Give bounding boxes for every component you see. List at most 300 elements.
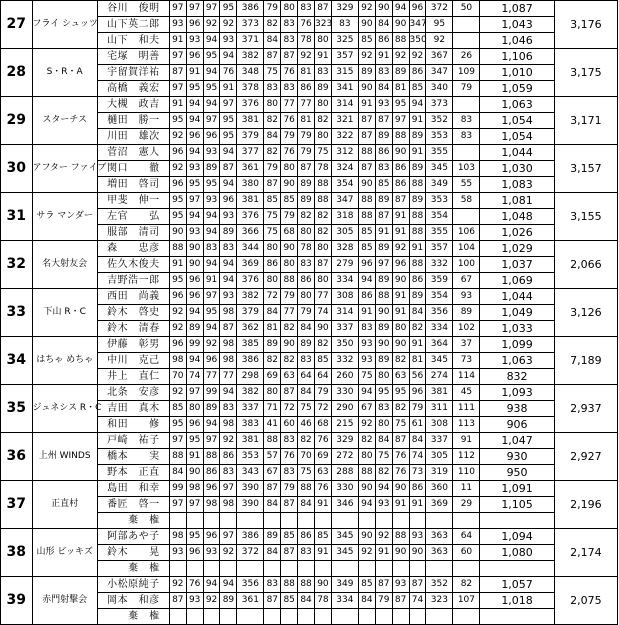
score-cell: 97 — [220, 97, 237, 113]
score-cell: 76 — [220, 65, 237, 81]
shooter-total: 1,083 — [480, 177, 554, 193]
score-cell: 83 — [264, 81, 281, 97]
score-cell: 75 — [315, 145, 332, 161]
shooter-name: 棄 権 — [97, 609, 169, 625]
team-name: 山形 ビッキズ — [32, 529, 97, 577]
score-cell: 353 — [426, 129, 453, 145]
score-cell — [169, 513, 186, 529]
shooter-name: 橋本 実 — [97, 449, 169, 465]
score-cell: 90 — [375, 1, 392, 17]
score-cell: 86 — [375, 145, 392, 161]
score-cell: 73 — [453, 353, 480, 369]
team-total: 3,171 — [554, 97, 617, 145]
team-name: 名大射友会 — [32, 241, 97, 289]
score-cell: 92 — [203, 17, 220, 33]
score-cell: 112 — [453, 449, 480, 465]
score-cell: 64 — [298, 369, 315, 385]
score-cell: 96 — [220, 193, 237, 209]
score-cell — [453, 513, 480, 529]
score-cell: 68 — [281, 225, 298, 241]
score-cell: 314 — [331, 97, 358, 113]
score-cell: 82 — [315, 209, 332, 225]
team-total: 7,189 — [554, 337, 617, 385]
score-cell: 93 — [375, 97, 392, 113]
score-cell: 354 — [426, 289, 453, 305]
score-cell: 98 — [220, 337, 237, 353]
team-total: 3,155 — [554, 193, 617, 241]
team-total: 2,927 — [554, 433, 617, 481]
score-cell: 85 — [358, 241, 375, 257]
score-cell: 348 — [237, 65, 264, 81]
score-cell: 334 — [331, 593, 358, 609]
score-cell: 305 — [426, 449, 453, 465]
score-cell: 355 — [426, 225, 453, 241]
score-cell: 63 — [315, 465, 332, 481]
score-cell: 334 — [426, 321, 453, 337]
score-cell: 91 — [392, 497, 409, 513]
score-cell: 80 — [264, 273, 281, 289]
score-cell: 98 — [203, 497, 220, 513]
score-cell: 104 — [453, 241, 480, 257]
score-cell: 82 — [315, 225, 332, 241]
shooter-name: 井上 直仁 — [97, 369, 169, 385]
score-cell: 96 — [392, 257, 409, 273]
score-cell: 337 — [237, 401, 264, 417]
team-rank: 28 — [1, 49, 33, 97]
score-cell: 92 — [203, 593, 220, 609]
score-cell: 347 — [409, 17, 426, 33]
score-cell: 84 — [375, 433, 392, 449]
score-cell: 95 — [203, 81, 220, 97]
score-cell: 87 — [220, 161, 237, 177]
score-cell: 84 — [375, 17, 392, 33]
shooter-name: 甲斐 伸一 — [97, 193, 169, 209]
score-cell: 349 — [331, 577, 358, 593]
score-cell: 85 — [358, 225, 375, 241]
score-cell: 79 — [298, 305, 315, 321]
score-cell: 94 — [186, 209, 203, 225]
score-cell: 98 — [220, 497, 237, 513]
score-cell: 81 — [264, 321, 281, 337]
score-cell: 90 — [358, 81, 375, 97]
score-cell: 96 — [186, 417, 203, 433]
score-cell: 92 — [169, 161, 186, 177]
score-cell: 94 — [358, 497, 375, 513]
score-cell — [315, 513, 332, 529]
score-cell: 70 — [169, 369, 186, 385]
score-cell: 341 — [331, 81, 358, 97]
score-cell — [392, 561, 409, 577]
shooter-name: 高橋 義宏 — [97, 81, 169, 97]
score-cell: 93 — [409, 529, 426, 545]
score-cell: 94 — [220, 145, 237, 161]
score-cell: 345 — [426, 161, 453, 177]
score-cell: 318 — [331, 209, 358, 225]
shooter-name: 樋田 勝一 — [97, 113, 169, 129]
shooter-total: 938 — [480, 401, 554, 417]
score-cell: 82 — [409, 321, 426, 337]
score-cell: 94 — [203, 225, 220, 241]
score-cell: 37 — [453, 337, 480, 353]
score-cell: 83 — [331, 17, 358, 33]
score-cell — [453, 17, 480, 33]
score-cell: 322 — [331, 129, 358, 145]
score-cell: 352 — [426, 577, 453, 593]
score-cell: 86 — [409, 65, 426, 81]
score-cell — [203, 561, 220, 577]
score-cell: 98 — [220, 305, 237, 321]
score-cell: 305 — [331, 225, 358, 241]
score-cell: 93 — [220, 209, 237, 225]
score-cell: 390 — [237, 497, 264, 513]
score-cell: 361 — [237, 593, 264, 609]
score-cell: 55 — [453, 177, 480, 193]
score-cell: 91 — [358, 305, 375, 321]
score-cell: 72 — [315, 401, 332, 417]
score-cell: 87 — [392, 433, 409, 449]
score-cell: 80 — [358, 449, 375, 465]
shooter-name: 宇留賀洋祐 — [97, 65, 169, 81]
score-cell: 343 — [237, 465, 264, 481]
score-cell: 90 — [392, 337, 409, 353]
score-cell: 114 — [453, 369, 480, 385]
shooter-name: 岡本 和彦 — [97, 593, 169, 609]
score-cell: 92 — [169, 577, 186, 593]
table-row — [1, 49, 618, 65]
score-cell: 84 — [409, 305, 426, 321]
score-cell: 68 — [315, 417, 332, 433]
score-cell: 94 — [186, 113, 203, 129]
score-cell: 91 — [169, 97, 186, 113]
score-cell: 83 — [220, 465, 237, 481]
score-cell — [220, 561, 237, 577]
score-cell: 92 — [203, 337, 220, 353]
shooter-total: 1,029 — [480, 241, 554, 257]
score-cell: 90 — [358, 529, 375, 545]
score-cell: 83 — [298, 1, 315, 17]
score-cell: 97 — [375, 257, 392, 273]
score-cell: 87 — [220, 321, 237, 337]
score-cell: 99 — [203, 385, 220, 401]
score-cell: 94 — [375, 481, 392, 497]
score-cell: 84 — [298, 321, 315, 337]
score-cell: 29 — [453, 497, 480, 513]
score-cell: 75 — [298, 465, 315, 481]
score-cell: 87 — [409, 577, 426, 593]
shooter-total: 1,010 — [480, 65, 554, 81]
shooter-name: 左官 弘 — [97, 209, 169, 225]
score-cell: 96 — [186, 129, 203, 145]
score-cell: 56 — [409, 369, 426, 385]
shooter-total — [480, 609, 554, 625]
shooter-total: 1,044 — [480, 289, 554, 305]
score-cell: 82 — [392, 353, 409, 369]
score-cell: 90 — [315, 577, 332, 593]
score-cell: 80 — [375, 417, 392, 433]
score-cell: 92 — [169, 385, 186, 401]
score-cell: 386 — [237, 353, 264, 369]
score-cell: 81 — [298, 65, 315, 81]
score-cell: 356 — [426, 305, 453, 321]
score-cell: 83 — [453, 129, 480, 145]
score-cell: 61 — [409, 417, 426, 433]
score-cell: 366 — [237, 225, 264, 241]
shooter-name: 大槻 政吉 — [97, 97, 169, 113]
score-cell — [169, 561, 186, 577]
score-cell: 92 — [392, 49, 409, 65]
score-cell: 93 — [392, 577, 409, 593]
score-cell: 83 — [220, 401, 237, 417]
score-cell: 79 — [281, 209, 298, 225]
score-cell: 76 — [315, 433, 332, 449]
score-cell: 82 — [392, 401, 409, 417]
score-cell: 95 — [392, 97, 409, 113]
score-cell — [186, 513, 203, 529]
score-cell: 350 — [409, 33, 426, 49]
score-cell: 77 — [281, 305, 298, 321]
score-cell: 350 — [331, 337, 358, 353]
shooter-total: 1,018 — [480, 593, 554, 609]
score-cell: 97 — [186, 193, 203, 209]
score-cell: 94 — [186, 145, 203, 161]
score-cell: 93 — [358, 353, 375, 369]
score-cell: 378 — [237, 81, 264, 97]
score-cell: 83 — [281, 17, 298, 33]
score-cell: 89 — [375, 193, 392, 209]
score-cell: 79 — [281, 481, 298, 497]
score-cell: 45 — [453, 385, 480, 401]
score-cell: 312 — [331, 145, 358, 161]
score-cell: 274 — [426, 369, 453, 385]
shooter-total: 1,059 — [480, 81, 554, 97]
score-cell: 347 — [426, 65, 453, 81]
score-cell: 76 — [281, 449, 298, 465]
score-cell: 98 — [186, 481, 203, 497]
shooter-name: 戸崎 祐子 — [97, 433, 169, 449]
table-row — [1, 577, 618, 593]
score-cell: 92 — [392, 241, 409, 257]
shooter-name: 西田 尚義 — [97, 289, 169, 305]
score-cell: 79 — [315, 385, 332, 401]
shooter-name: 森 忠彦 — [97, 241, 169, 257]
score-cell: 90 — [186, 465, 203, 481]
score-cell: 82 — [298, 209, 315, 225]
score-cell: 89 — [264, 337, 281, 353]
score-cell — [203, 609, 220, 625]
score-cell: 87 — [264, 49, 281, 65]
score-cell — [453, 609, 480, 625]
score-cell: 98 — [220, 353, 237, 369]
score-cell: 349 — [426, 177, 453, 193]
score-cell: 80 — [281, 257, 298, 273]
score-cell: 96 — [186, 49, 203, 65]
score-cell: 92 — [358, 49, 375, 65]
team-total: 3,126 — [554, 289, 617, 337]
score-cell: 386 — [237, 529, 264, 545]
score-cell: 91 — [409, 113, 426, 129]
team-name: アフター ファイブ — [32, 145, 97, 193]
score-cell: 90 — [315, 321, 332, 337]
score-cell: 96 — [186, 17, 203, 33]
score-cell: 93 — [169, 545, 186, 561]
score-cell: 88 — [358, 209, 375, 225]
score-cell — [331, 609, 358, 625]
score-cell: 325 — [331, 33, 358, 49]
score-cell: 75 — [392, 417, 409, 433]
shooter-total: 906 — [480, 417, 554, 433]
score-cell: 89 — [220, 225, 237, 241]
score-cell: 381 — [237, 193, 264, 209]
shooter-name: 吉田 真木 — [97, 401, 169, 417]
score-cell: 96 — [169, 177, 186, 193]
score-cell — [237, 609, 264, 625]
score-cell: 88 — [315, 177, 332, 193]
score-cell: 369 — [426, 497, 453, 513]
score-cell — [298, 609, 315, 625]
score-cell: 81 — [298, 113, 315, 129]
shooter-name: 伊藤 彰男 — [97, 337, 169, 353]
score-cell: 109 — [453, 65, 480, 81]
score-cell: 369 — [237, 257, 264, 273]
score-cell — [453, 97, 480, 113]
score-cell: 82 — [264, 145, 281, 161]
score-cell: 90 — [281, 337, 298, 353]
score-cell: 376 — [237, 97, 264, 113]
score-cell: 90 — [358, 177, 375, 193]
shooter-name: 佐久木俊夫 — [97, 257, 169, 273]
score-cell: 88 — [169, 241, 186, 257]
score-cell: 97 — [203, 1, 220, 17]
score-cell: 89 — [375, 353, 392, 369]
score-cell: 298 — [237, 369, 264, 385]
score-cell: 76 — [392, 449, 409, 465]
score-cell: 97 — [220, 481, 237, 497]
score-cell: 98 — [169, 353, 186, 369]
shooter-total: 1,046 — [480, 33, 554, 49]
score-cell: 95 — [220, 1, 237, 17]
score-cell: 91 — [409, 337, 426, 353]
score-cell: 363 — [426, 529, 453, 545]
score-cell: 110 — [453, 465, 480, 481]
shooter-total: 1,030 — [480, 161, 554, 177]
score-cell: 84 — [264, 129, 281, 145]
score-cell: 100 — [453, 257, 480, 273]
score-cell: 83 — [281, 33, 298, 49]
score-cell: 89 — [375, 129, 392, 145]
score-cell: 84 — [169, 465, 186, 481]
shooter-total: 1,106 — [480, 49, 554, 65]
score-cell: 87 — [281, 545, 298, 561]
score-cell: 88 — [281, 273, 298, 289]
shooter-name: 谷川 俊明 — [97, 1, 169, 17]
score-cell: 86 — [298, 529, 315, 545]
score-cell: 75 — [375, 449, 392, 465]
score-cell: 60 — [281, 417, 298, 433]
score-cell: 82 — [264, 17, 281, 33]
score-cell: 87 — [315, 257, 332, 273]
team-rank: 30 — [1, 145, 33, 193]
score-cell: 90 — [392, 273, 409, 289]
score-cell: 93 — [169, 17, 186, 33]
shooter-total: 930 — [480, 449, 554, 465]
score-cell: 81 — [409, 353, 426, 369]
score-cell: 71 — [264, 401, 281, 417]
score-cell: 83 — [264, 577, 281, 593]
score-cell — [409, 609, 426, 625]
score-cell: 79 — [298, 129, 315, 145]
score-cell: 88 — [392, 529, 409, 545]
score-cell: 90 — [186, 257, 203, 273]
score-cell: 359 — [426, 273, 453, 289]
score-cell: 290 — [331, 401, 358, 417]
score-cell: 89 — [409, 129, 426, 145]
score-cell: 337 — [331, 321, 358, 337]
score-cell: 77 — [281, 97, 298, 113]
shooter-total: 1,099 — [480, 337, 554, 353]
score-cell: 88 — [409, 177, 426, 193]
score-cell: 332 — [331, 353, 358, 369]
score-cell: 80 — [281, 1, 298, 17]
score-cell: 92 — [169, 305, 186, 321]
score-cell: 377 — [237, 145, 264, 161]
team-name: 正直村 — [32, 481, 97, 529]
score-cell: 91 — [169, 257, 186, 273]
shooter-total: 1,033 — [480, 321, 554, 337]
score-cell: 80 — [186, 401, 203, 417]
score-cell — [237, 561, 264, 577]
team-rank: 33 — [1, 289, 33, 337]
score-cell — [426, 513, 453, 529]
score-cell: 58 — [453, 193, 480, 209]
score-cell: 90 — [186, 241, 203, 257]
score-cell: 85 — [358, 577, 375, 593]
score-cell: 84 — [298, 497, 315, 513]
score-cell: 97 — [169, 497, 186, 513]
score-cell — [375, 609, 392, 625]
score-cell: 90 — [392, 145, 409, 161]
score-cell: 90 — [169, 225, 186, 241]
score-cell: 87 — [392, 193, 409, 209]
score-cell — [281, 513, 298, 529]
score-cell: 91 — [315, 49, 332, 65]
score-cell: 88 — [315, 193, 332, 209]
score-cell: 97 — [203, 433, 220, 449]
table-row — [1, 337, 618, 353]
score-cell: 385 — [237, 337, 264, 353]
score-cell: 95 — [169, 417, 186, 433]
team-name: スターチス — [32, 97, 97, 145]
score-cell: 86 — [409, 481, 426, 497]
score-cell: 88 — [358, 193, 375, 209]
score-cell: 89 — [298, 337, 315, 353]
score-cell: 89 — [298, 193, 315, 209]
score-cell: 376 — [237, 273, 264, 289]
score-cell: 82 — [375, 465, 392, 481]
score-cell: 92 — [169, 321, 186, 337]
score-cell — [186, 561, 203, 577]
score-cell: 308 — [331, 289, 358, 305]
score-cell: 94 — [220, 273, 237, 289]
score-cell: 88 — [264, 433, 281, 449]
score-cell: 95 — [186, 177, 203, 193]
shooter-name: 服部 清司 — [97, 225, 169, 241]
score-cell: 87 — [281, 385, 298, 401]
score-cell: 373 — [426, 97, 453, 113]
score-cell: 93 — [220, 33, 237, 49]
score-cell: 76 — [392, 465, 409, 481]
score-cell: 80 — [315, 129, 332, 145]
score-cell: 323 — [426, 593, 453, 609]
